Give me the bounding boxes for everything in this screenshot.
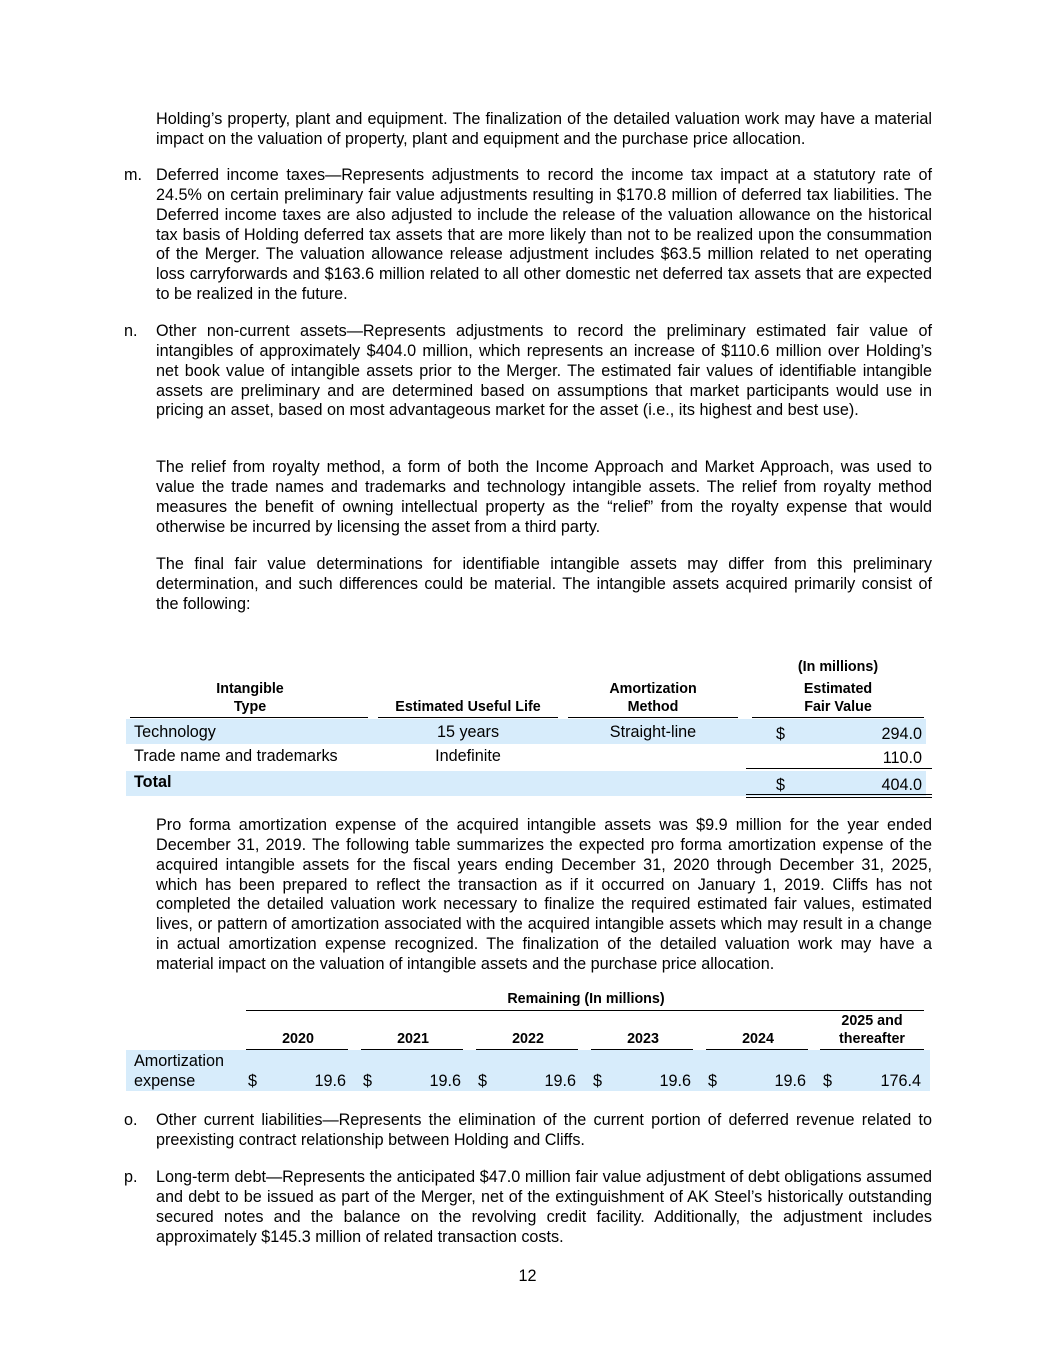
cell-value: 19.6 — [429, 1072, 461, 1090]
cell-life: Indefinite — [435, 747, 501, 765]
note-p — [124, 1168, 932, 1247]
row-label-1: Amortization — [134, 1052, 224, 1070]
header-type-2: Type — [233, 699, 267, 715]
header-method-2: Method — [627, 699, 679, 715]
unit-note: (In millions) — [797, 659, 879, 675]
cell-life: 15 years — [436, 723, 500, 741]
note-marker: p. — [124, 1168, 138, 1186]
note-o — [124, 1111, 932, 1151]
total-row — [126, 771, 926, 796]
header-type-1: Intangible — [216, 681, 284, 697]
header-year: 2020 — [282, 1031, 314, 1047]
final-paragraph: The final fair value determinations for identifiable intangible assets may differ from this preliminary determination, and such differences could be material. The intangible assets acquired primarily consist of the following: — [156, 555, 932, 613]
cell-currency: $ — [248, 1072, 258, 1090]
page-number: 12 — [518, 1267, 537, 1285]
header-last-1: 2025 and — [841, 1013, 903, 1029]
total-double-rule — [746, 797, 932, 798]
cell-currency: $ — [593, 1072, 603, 1090]
group-header: Remaining (In millions) — [507, 991, 665, 1007]
note-text: Long-term debt—Represents the anticipated $47.0 million fair value adjustment of debt obligations assumed and debt to be issued as part of the Merger, net of the extinguishment of AK Steel’s historically outstanding secured notes and the balance on the revolving credit facility. Additionally, the adjustment includes approximately $145.3 million of related transaction costs. — [156, 1168, 932, 1246]
table-row — [126, 744, 926, 769]
cell-currency: $ — [708, 1072, 718, 1090]
total-double-rule — [746, 794, 932, 795]
cell-currency: $ — [776, 725, 786, 743]
note-n — [124, 322, 932, 421]
cell-currency: $ — [478, 1072, 488, 1090]
header-life: Estimated Useful Life — [395, 699, 541, 715]
header-method-1: Amortization — [609, 681, 697, 697]
header-year: 2023 — [627, 1031, 659, 1047]
note-marker: m. — [124, 166, 142, 184]
header-year: 2024 — [742, 1031, 774, 1047]
header-value-2: Fair Value — [804, 699, 872, 715]
cell-currency: $ — [363, 1072, 373, 1090]
intro-paragraph: Holding’s property, plant and equipment. The finalization of the detailed valuation work may have a material impact on the valuation of property, plant and equipment and the purchase price allocation. — [156, 110, 932, 148]
cell-value: 294.0 — [881, 725, 922, 743]
note-text: Other current liabilities—Represents the elimination of the current portion of deferred revenue related to preexisting contract relationship between Holding and Cliffs. — [156, 1111, 932, 1149]
cell-method: Straight-line — [609, 723, 697, 741]
header-underline — [130, 717, 368, 718]
row-label-2: expense — [134, 1072, 196, 1090]
note-text: Other non-current assets—Represents adjustments to record the preliminary estimated fair value of intangibles of approximately $404.0 million, which represents an increase of $110.6 million over Holding’s net book value of intangible assets prior to the Merger. The estimated fair values of identifiable intangible assets are preliminary and are determined based on assumptions that market participants would use in pricing an asset, based on most advantageous market for the asset (i.e., its highest and best use). — [156, 322, 932, 420]
cell-currency: $ — [823, 1072, 833, 1090]
header-last-2: thereafter — [839, 1031, 905, 1047]
cell-value: 19.6 — [774, 1072, 806, 1090]
note-marker: o. — [124, 1111, 138, 1129]
header-year: 2021 — [397, 1031, 429, 1047]
header-value-1: Estimated — [803, 681, 873, 697]
note-marker: n. — [124, 322, 138, 340]
pro-forma-paragraph: Pro forma amortization expense of the acquired intangible assets was $9.9 million for the year ended December 31, 2019. The following table summarizes the expected pro forma amortization expense of the acquired intangible assets for the fiscal years ending December 31, 2020 through December 31, 2025, which has been prepared to reflect the transaction as if it occurred on January 1, 2019. Cliffs has not completed the detailed valuation work necessary to finalize the required estimated fair values, estimated lives, or pattern of amortization associated with the acquired intangible assets which may result in a change in actual amortization expense recognized. The finalization of the detailed valuation work may have a material impact on the valuation of intangible assets and the purchase price allocation. — [156, 816, 932, 973]
total-value: 404.0 — [881, 776, 922, 794]
relief-paragraph: The relief from royalty method, a form of both the Income Approach and Market Approach, was used to value the trade names and trademarks and technology intangible assets. The relief from royalty method measures the benefit of owning intellectual property as the “relief” from the royalty expense that would otherwise be incurred by licensing the asset from a third party. — [156, 458, 932, 536]
cell-type: Technology — [134, 723, 216, 741]
table-row — [126, 719, 926, 744]
subtotal-rule — [746, 768, 932, 769]
cell-value: 176.4 — [880, 1072, 921, 1090]
note-text: Deferred income taxes—Represents adjustments to record the income tax impact at a statutory rate of 24.5% on certain preliminary fair value adjustments resulting in $170.8 million of deferred tax liabilities. The Deferred income taxes are also adjusted to include the release of the valuation allowance on the historical tax basis of Holding deferred tax assets that are more likely than not to be realized upon the consummation of the Merger. The valuation allowance release adjustment includes $63.5 million related to net operating loss carryforwards and $163.6 million related to all other domestic net deferred tax assets that are expected to be realized in the future. — [156, 166, 932, 304]
cell-value: 19.6 — [314, 1072, 346, 1090]
total-currency: $ — [776, 776, 786, 794]
header-underline — [568, 717, 738, 718]
note-m — [124, 166, 932, 305]
total-label: Total — [134, 773, 172, 791]
header-underline — [752, 717, 924, 718]
cell-value: 110.0 — [882, 749, 922, 767]
cell-value: 19.6 — [659, 1072, 691, 1090]
group-header-rule — [246, 1010, 924, 1011]
cell-type: Trade name and trademarks — [134, 747, 338, 765]
header-year: 2022 — [512, 1031, 544, 1047]
header-underline — [378, 717, 558, 718]
cell-value: 19.6 — [544, 1072, 576, 1090]
